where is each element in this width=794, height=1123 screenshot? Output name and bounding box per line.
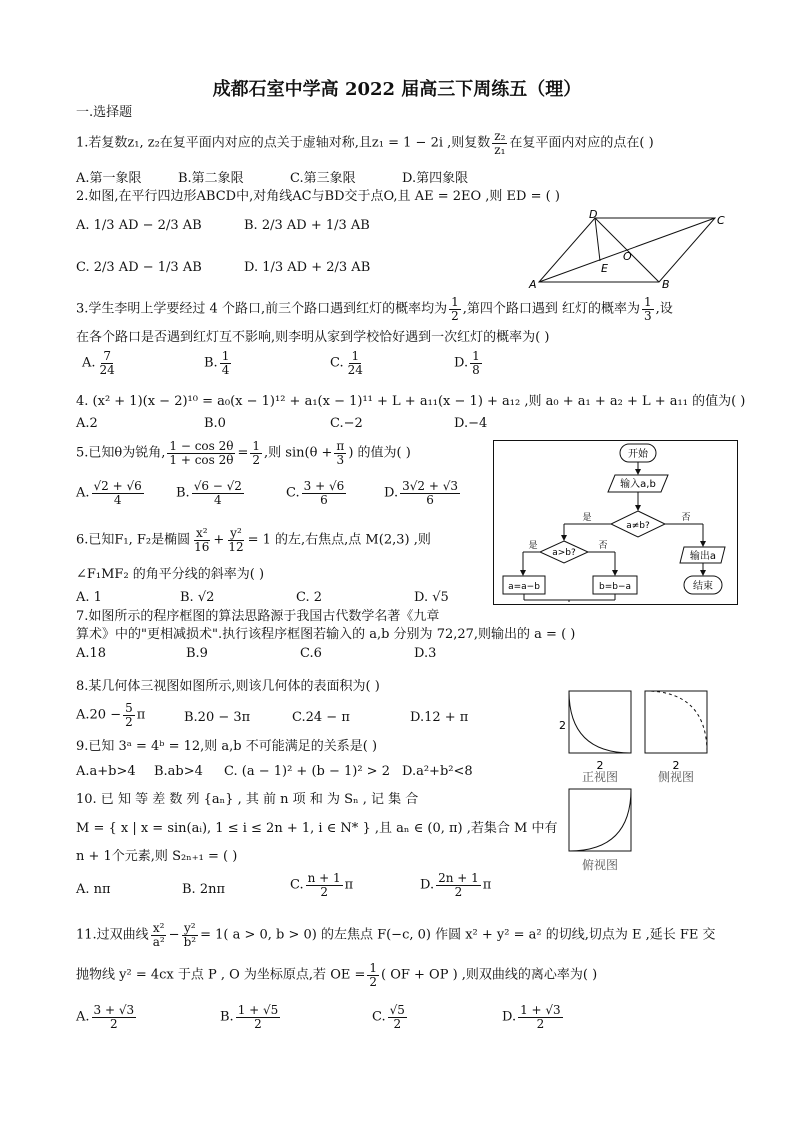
q1-frac-num: z₂: [494, 129, 506, 143]
q10-option-d: [420, 872, 491, 898]
q3-half-den: 2: [451, 308, 459, 323]
q6-plus: +: [213, 532, 225, 548]
q11-c-label: C.: [372, 1009, 386, 1025]
q10-option-c: [290, 872, 353, 898]
q3-third: [642, 296, 654, 322]
front-view-label: 正视图: [581, 770, 619, 784]
front-view-box: [569, 691, 631, 753]
q5-pi-num: π: [336, 439, 345, 453]
q11-a-label: A.: [76, 1009, 90, 1025]
q4-option-d: D.−4: [454, 416, 488, 431]
q3-d-label: D.: [454, 355, 469, 371]
q10-option-a: A. nπ: [76, 882, 111, 897]
question-6: [76, 527, 431, 553]
q6-y-frac: [226, 527, 245, 553]
q11-a-den: 2: [110, 1016, 118, 1031]
q11-option-d: [502, 1004, 565, 1030]
q11-a-frac: [92, 1004, 137, 1030]
q3-d-frac: [470, 350, 482, 376]
q11-line-2: [76, 962, 597, 988]
q5-eq: =: [237, 445, 249, 461]
q8-a-num: 5: [125, 701, 133, 715]
q11-line-2a: 抛物线 y² = 4cx 于点 P , O 为坐标原点,若 OE =: [76, 967, 366, 983]
top-view-arc: [569, 789, 631, 851]
front-view-width: 2: [596, 759, 604, 772]
page-title: 成都石室中学高 2022 届高三下周练五（理）: [212, 79, 582, 100]
question-9: 9.已知 3ᵃ = 4ᵇ = 12,则 a,b 不可能满足的关系是( ): [76, 739, 378, 754]
q3-c-den: 24: [347, 362, 363, 377]
flow-cond2: a>b?: [552, 548, 576, 558]
q7-line-2: 算术》中的"更相减损术".执行该程序框图若输入的 a,b 分别为 72,27,则输出的 a = ( ): [76, 627, 576, 642]
q3-half: [449, 296, 461, 322]
q3-a-num: 7: [103, 349, 111, 363]
q9-option-a: A.a+b>4: [76, 764, 136, 779]
q5-d-num: 3√2 + √3: [402, 479, 458, 493]
q10-c-den: 2: [320, 884, 328, 899]
q1-fraction: [492, 130, 507, 156]
q4-option-c: C.−2: [330, 416, 363, 431]
q5-c-num: 3 + √6: [303, 479, 345, 493]
q3-stem-c: ,设: [655, 301, 673, 317]
q10-line-1: 10. 已 知 等 差 数 列 {aₙ} , 其 前 n 项 和 为 Sₙ , 记 集 合: [76, 792, 419, 807]
q10-d-frac: [436, 872, 481, 898]
q11-option-b: [220, 1004, 282, 1030]
q3-option-b: [204, 350, 233, 376]
q5-stem-a: 5.已知θ为锐角,: [76, 445, 166, 461]
q5-option-b: [176, 480, 246, 506]
q2-option-a: A. 1/3 AD − 2/3 AB: [76, 218, 202, 233]
q5-a-den: 4: [113, 492, 122, 507]
q6-stem-a: 6.已知F₁, F₂是椭圆: [76, 532, 191, 548]
q5-b-label: B.: [176, 485, 190, 501]
q8-a-tail: π: [136, 707, 146, 723]
q1-frac-den: z₁: [494, 142, 506, 157]
q6-x-den: 16: [194, 539, 210, 554]
q5-b-num: √6 − √2: [193, 479, 242, 493]
q8-a-label: A.20 −: [76, 707, 122, 723]
q11-minus: −: [168, 927, 180, 943]
q3-option-d: [454, 350, 484, 376]
q3-option-c: [330, 350, 367, 376]
q3-a-label: A.: [82, 355, 96, 371]
q5-d-frac: [400, 480, 460, 506]
q5-b-den: 4: [213, 492, 222, 507]
question-2: 2.如图,在平行四边形ABCD中,对角线AC与BD交于点O,且 AE = 2EO ,则 ED = ( ): [76, 189, 560, 204]
question-5: [76, 440, 411, 466]
q10-c-num: n + 1: [307, 871, 341, 885]
top-view-box: [569, 789, 631, 851]
q5-pi-den: 3: [336, 452, 345, 467]
side-view-label: 侧视图: [657, 770, 695, 784]
question-11: [76, 922, 716, 948]
q5-d-den: 6: [426, 492, 434, 507]
q1-option-c: C.第三象限: [290, 171, 356, 186]
q5-half-den: 2: [252, 452, 261, 467]
q3-stem-a: 3.学生李明上学要经过 4 个路口,前三个路口遇到红灯的概率均为: [76, 301, 448, 317]
q11-y-num: y²: [184, 921, 196, 935]
q11-b-label: B.: [220, 1009, 234, 1025]
q5-option-c: [286, 480, 348, 506]
flow-yes-2: 是: [528, 541, 538, 551]
q7-option-a: A.18: [76, 646, 107, 661]
q11-x-num: x²: [152, 921, 165, 935]
q11-y-frac: [182, 922, 199, 948]
q3-stem-b: ,第四个路口遇到 红灯的概率为: [462, 301, 640, 317]
flow-assign1: a=a−b: [508, 582, 540, 592]
flow-yes-1: 是: [582, 513, 592, 523]
flow-start: 开始: [628, 449, 648, 460]
q10-line-3: n + 1个元素,则 S₂ₙ₊₁ = ( ): [76, 849, 238, 864]
q5-frac-num: 1 − cos 2θ: [169, 439, 234, 453]
q1-option-a: A.第一象限: [76, 171, 142, 186]
q9-option-b: B.ab>4: [154, 764, 203, 779]
q3-c-label: C.: [330, 355, 344, 371]
q10-line-2: M = { x | x = sin(aᵢ), 1 ≤ i ≤ 2n + 1, i ∈ N* } ,且 aₙ ∈ (0, π) ,若集合 M 中有: [76, 821, 558, 836]
q11-d-label: D.: [502, 1009, 517, 1025]
q5-a-label: A.: [76, 485, 90, 501]
q5-half: [250, 440, 262, 466]
q11-d-num: 1 + √3: [520, 1003, 561, 1017]
q1-option-d: D.第四象限: [402, 171, 469, 186]
q3-line-2: 在各个路口是否遇到红灯互不影响,则李明从家到学校恰好遇到一次红灯的概率为( ): [76, 330, 550, 345]
q8-option-b: B.20 − 3π: [184, 710, 251, 725]
q11-half-den: 2: [369, 974, 378, 989]
q11-a-num: 3 + √3: [93, 1003, 135, 1017]
front-view-arc: [569, 691, 631, 753]
q5-c-den: 6: [320, 492, 328, 507]
q11-c-num: √5: [389, 1003, 405, 1017]
q9-option-d: D.a²+b²<8: [402, 764, 473, 779]
parallelogram-figure: [525, 210, 735, 290]
q6-x-num: x²: [195, 526, 208, 540]
q10-c-frac: [306, 872, 343, 898]
flow-end: 结束: [693, 581, 713, 592]
q7-option-c: C.6: [300, 646, 322, 661]
q5-option-a: [76, 480, 146, 506]
q11-b-frac: [236, 1004, 281, 1030]
q4-option-a: A.2: [76, 416, 98, 431]
q5-a-num: √2 + √6: [93, 479, 142, 493]
q5-a-frac: [92, 480, 144, 506]
q6-y-num: y²: [230, 526, 242, 540]
q3-a-den: 24: [99, 362, 115, 377]
q11-stem-a: 11.过双曲线: [76, 927, 149, 943]
q3-b-frac: [220, 350, 232, 376]
q1-option-b: B.第二象限: [178, 171, 244, 186]
q7-option-d: D.3: [414, 646, 437, 661]
flowchart: [493, 440, 738, 605]
q10-d-label: D.: [420, 877, 435, 893]
q4-option-b: B.0: [204, 416, 226, 431]
question-4: 4. (x² + 1)(x − 2)¹⁰ = a₀(x − 1)¹² + a₁(x − 1)¹¹ + L + a₁₁(x − 1) + a₁₂ ,则 a₀ + a₁ + a₂ + L + a₁₁ 的值为( ): [76, 394, 746, 409]
q3-third-num: 1: [643, 295, 652, 309]
q5-frac-den: 1 + cos 2θ: [169, 452, 234, 467]
flow-input: 输入a,b: [620, 479, 656, 490]
q11-x-den: a²: [152, 934, 165, 949]
flow-output: 输出a: [689, 551, 717, 562]
q1-stem-b: 在复平面内对应的点在( ): [509, 135, 654, 151]
q2-option-b: B. 2/3 AD + 1/3 AB: [244, 218, 370, 233]
fig-label-d: D: [589, 210, 598, 221]
q11-b-den: 2: [254, 1016, 262, 1031]
q10-d-den: 2: [454, 884, 463, 899]
q8-option-c: C.24 − π: [292, 710, 350, 725]
q3-third-den: 3: [643, 308, 652, 323]
q11-c-frac: [388, 1004, 407, 1030]
q8-a-den: 2: [125, 714, 133, 729]
q5-c-frac: [302, 480, 347, 506]
q5-half-num: 1: [252, 439, 261, 453]
question-8: 8.某几何体三视图如图所示,则该几何体的表面积为( ): [76, 679, 380, 694]
q7-option-b: B.9: [186, 646, 208, 661]
q5-option-d: [384, 480, 462, 506]
q11-y-den: b²: [183, 934, 197, 949]
q11-half: [367, 962, 379, 988]
q9-option-c: C. (a − 1)² + (b − 1)² > 2: [224, 764, 390, 779]
side-view-width: 2: [672, 759, 680, 772]
q7-line-1: 7.如图所示的程序框图的算法思路源于我国古代数学名著《九章: [76, 609, 440, 624]
fig-label-a: A: [529, 278, 537, 290]
q5-c-label: C.: [286, 485, 300, 501]
q11-option-c: [372, 1004, 409, 1030]
flow-cond1: a≠b?: [626, 521, 650, 531]
q3-c-frac: [346, 350, 365, 376]
fig-label-e: E: [601, 262, 608, 275]
q8-option-a: [76, 702, 145, 728]
q5-stem-c: ,则 sin(θ +: [264, 445, 333, 461]
q5-d-label: D.: [384, 485, 399, 501]
q5-stem-d: ) 的值为( ): [348, 445, 411, 461]
q3-d-den: 8: [472, 362, 480, 377]
q2-option-d: D. 1/3 AD + 2/3 AB: [244, 260, 371, 275]
q3-option-a: [82, 350, 119, 376]
q6-option-b: B. √2: [180, 590, 215, 605]
q6-option-c: C. 2: [296, 590, 323, 605]
flow-assign2: b=b−a: [598, 582, 632, 592]
q1-stem-a: 1.若复数z₁, z₂在复平面内对应的点关于虚轴对称,且z₁ = 1 − 2i ,则复数: [76, 135, 491, 151]
q11-d-den: 2: [536, 1016, 545, 1031]
q3-half-num: 1: [451, 295, 459, 309]
q3-c-num: 1: [351, 349, 360, 363]
q11-option-a: [76, 1004, 138, 1030]
q3-b-den: 4: [221, 362, 230, 377]
front-view-height: 2: [559, 719, 566, 732]
q3-a-frac: [98, 350, 117, 376]
flow-no-2: 否: [598, 541, 608, 551]
q6-line-2: ∠F₁MF₂ 的角平分线的斜率为( ): [76, 567, 265, 582]
q11-stem-b: = 1( a > 0, b > 0) 的左焦点 F(−c, 0) 作圆 x² + y² = a² 的切线,切点为 E ,延长 FE 交: [200, 927, 716, 943]
q3-b-num: 1: [221, 349, 230, 363]
fig-label-o: O: [623, 250, 632, 263]
q10-c-tail: π: [344, 877, 354, 893]
fig-label-c: C: [717, 214, 725, 227]
three-views-figure: [555, 685, 735, 880]
q11-b-num: 1 + √5: [237, 1003, 279, 1017]
q10-option-b: B. 2nπ: [182, 882, 226, 897]
q2-option-c: C. 2/3 AD − 1/3 AB: [76, 260, 202, 275]
q11-x-frac: [151, 922, 167, 948]
q11-c-den: 2: [393, 1016, 402, 1031]
q5-b-frac: [192, 480, 244, 506]
q6-stem-b: = 1 的左,右焦点,点 M(2,3) ,则: [247, 532, 431, 548]
fig-label-b: B: [662, 278, 670, 290]
q8-a-frac: [123, 702, 135, 728]
q11-line-2b: ( OF + OP ) ,则双曲线的离心率为( ): [381, 967, 598, 983]
q10-d-num: 2n + 1: [438, 871, 479, 885]
q6-y-den: 12: [228, 539, 244, 554]
q6-option-a: A. 1: [76, 590, 102, 605]
side-view-box: [645, 691, 707, 753]
top-view-label: 俯视图: [581, 858, 619, 872]
q5-pi3: [334, 440, 346, 466]
section-heading: 一.选择题: [76, 105, 133, 120]
q8-option-d: D.12 + π: [410, 710, 469, 725]
q10-d-tail: π: [482, 877, 492, 893]
q3-d-num: 1: [472, 349, 480, 363]
q3-b-label: B.: [204, 355, 218, 371]
q11-d-frac: [518, 1004, 563, 1030]
q10-c-label: C.: [290, 877, 304, 893]
side-view-arc: [645, 691, 707, 753]
q11-half-num: 1: [369, 961, 378, 975]
question-1: [76, 130, 654, 156]
q6-x-frac: [192, 527, 211, 553]
flow-no-1: 否: [681, 513, 691, 523]
question-3: [76, 296, 673, 322]
q6-option-d: D. √5: [414, 590, 449, 605]
q5-frac: [167, 440, 235, 466]
